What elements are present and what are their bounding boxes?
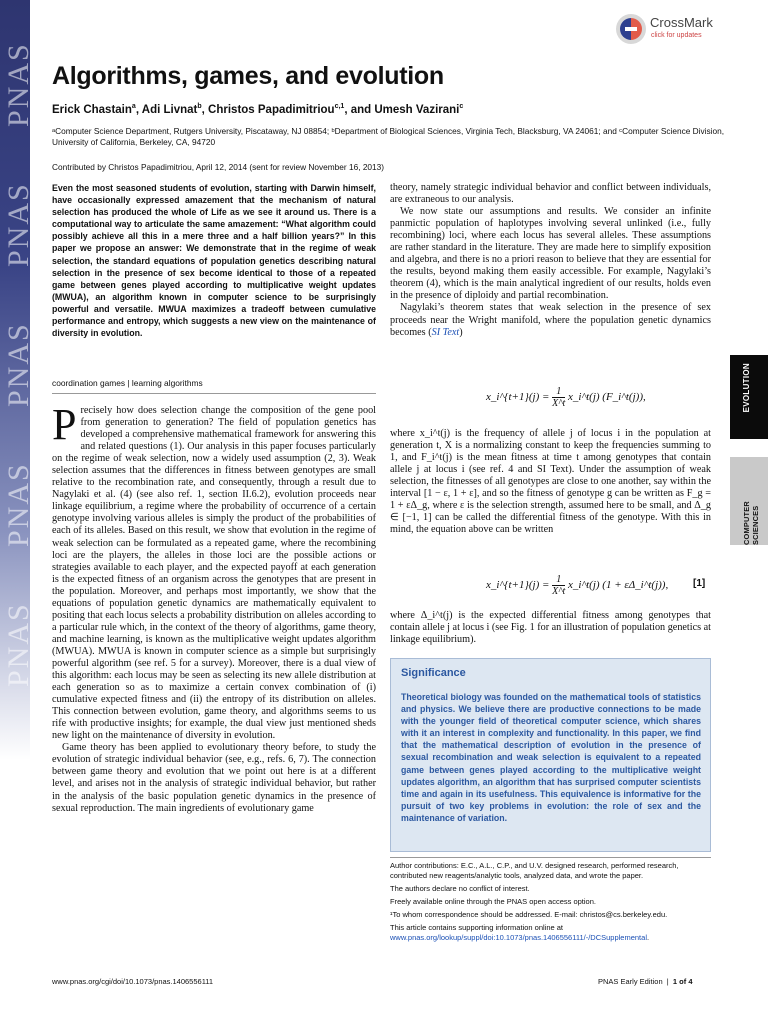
body-column-right-bottom	[390, 610, 711, 646]
section-tab-evolution: EVOLUTION	[730, 355, 768, 439]
section-tab-computer-sciences: COMPUTER SCIENCES	[730, 457, 768, 545]
body-paragraph: theory, namely strategic individual behavior and conflict between individuals, are extraneous to our analysis.	[390, 182, 711, 206]
body-column-right-mid	[390, 428, 711, 536]
pnas-watermark: PNAS	[2, 42, 35, 128]
author-list: Erick Chastain$^a$, Adi Livnat$^b$, Christos Papadimitriou$^{c,1}$, and Umesh Vazirani$^c$	[52, 103, 464, 116]
equation-number: [1]	[693, 578, 706, 589]
keywords: coordination games | learning algorithms	[52, 378, 203, 388]
body-paragraph: where x_i^t(j) is the frequency of allele j of locus i in the population at generation t, X is a normalizing constant to keep the frequencies summing to 1, and F_i^t(j) is the mean fitness at time t among genotypes that contain allele j at locus i (see ref. 4 and SI Text). Under the assumption of weak selection, the fitnesses of all genotypes are close to one another, say within the interval [1 − ε, 1 + ε], and so the fitness of genotype g can be written as F_g = 1 + εΔ_g, where ε is the selection strength, assumed here to be small, and Δ_g ∈ [−1, 1] can be called the differential fitness of the genotype. With this in mind, the equation above can be written	[390, 428, 711, 536]
body-paragraph: We now state our assumptions and results. We consider an infinite panmictic population of haplotypes involving several unlinked (i.e., fully recombining) loci, where each locus has several alleles. These assumptions are rather standard in the literature. They are made here to simplify exposition and algebra, and there is no a priori reason to believe that they are essential for the results, beyond making them easily accessible. For example, Nagylaki’s theorem (4), which is the main analytical ingredient of our results, holds even in the presence of diploidy and partial recombination.	[390, 206, 711, 302]
conflict-statement: The authors declare no conflict of interest.	[390, 884, 530, 893]
drop-cap: P	[52, 400, 77, 449]
author-name: Erick Chastain	[52, 103, 132, 116]
body-column-right-top	[390, 182, 711, 339]
body-paragraph: Game theory has been applied to evolutionary theory before, to study the evolution of strategic individual behavior (see, e.g., refs. 6, 7). The connection between game theory and evolution that we point out here is at a different level, and arises not in the analysis of strategic individual behavior, but rather in the analysis of the basic population genetic dynamics in the presence of sexual reproduction. The main ingredients of evolutionary game	[52, 742, 376, 814]
significance-text: Theoretical biology was founded on the mathematical tools of statistics and physics. We believe there are productive connections to be made with the younger field of theoretical computer science, which shares with it an interest in complexity and functionality. In this paper, we find that the mathematical description of evolution in the presence of sexual recombination and weak selection is equivalent to a repeated game between genes played according to the multiplicative weight updates algorithm, an algorithm that has surprised computer scientists time and again in its usefulness. This equivalence is informative for the pursuit of two key problems in evolution: the role of sex and the maintenance of variation.	[401, 692, 701, 823]
supporting-info-note: This article contains supporting information online at www.pnas.org/lookup/suppl/doi:10.1073/pnas.1406556111/-/DCSupplemental.	[390, 923, 650, 942]
pnas-brand-strip	[0, 0, 35, 760]
page-number: 1 of 4	[672, 977, 693, 986]
author-contributions: Author contributions: E.C., A.L., C.P., and U.V. designed research, performed research, contributed new reagents/analytic tools, analyzed data, and wrote the paper.	[390, 861, 679, 880]
si-text-link[interactable]: SI Text	[431, 326, 460, 338]
open-access-note: Freely available online through the PNAS open access option.	[390, 897, 596, 906]
footnotes	[390, 861, 711, 946]
pnas-watermark: PNAS	[2, 462, 35, 548]
body-paragraph: Nagylaki’s theorem states that weak selection in the presence of sex proceeds near the Wright manifold, where the population genetic dynamics becomes (SI Text)	[390, 302, 711, 338]
author-name: Adi Livnat	[141, 103, 198, 116]
crossmark-subtitle: click for updates	[651, 32, 702, 39]
pnas-watermark: PNAS	[2, 602, 35, 688]
supplemental-link[interactable]: www.pnas.org/lookup/suppl/doi:10.1073/pnas.1406556111/-/DCSupplemental	[390, 933, 647, 942]
correspondence-note: ¹To whom correspondence should be addressed. E-mail: christos@cs.berkeley.edu.	[390, 910, 668, 919]
abstract: Even the most seasoned students of evolution, starting with Darwin himself, have occasionally expressed amazement that the mechanism of natural selection has produced the whole of Life as we see it around us. There is a computational way to articulate the same amazement: “What algorithm could possibly achieve all this in a mere three and a half billion years?” In this paper we propose an answer: We demonstrate that in the regime of weak selection, the standard equations of population genetics describing natural selection in the presence of sex become identical to those of a repeated game between genes played according to multiplicative weight updates (MWUA), an algorithm known in computer science to be surprisingly powerful and versatile. MWUA maximizes a tradeoff between cumulative performance and entropy, which suggests a new view on the maintenance of diversity in evolution.	[52, 183, 376, 339]
pnas-watermark: PNAS	[2, 322, 35, 408]
article-title: Algorithms, games, and evolution	[52, 62, 444, 90]
equation-1: x_i^{t+1}(j) = $\frac{1}{X\^{}t}$ x_i^t(j) (1 + εΔ_i^t(j)),	[486, 574, 669, 597]
body-paragraph: where Δ_i^t(j) is the expected differential fitness among genotypes that contain allele j at locus i (see Fig. 1 for an illustration of population genetics at linkage equilibrium).	[390, 610, 711, 646]
keywords-divider	[52, 393, 376, 394]
notes-divider	[390, 857, 711, 858]
contributed-by-line: Contributed by Christos Papadimitriou, April 12, 2014 (sent for review November 16, 2013)	[52, 162, 385, 172]
significance-box	[390, 658, 711, 852]
crossmark-title: CrossMark	[650, 15, 713, 30]
significance-title: Significance	[401, 667, 466, 679]
affiliations: ᵃComputer Science Department, Rutgers University, Piscataway, NJ 08854; ᵇDepartment of Biological Sciences, Virginia Tech, Blacksburg, VA 24061; and ᶜComputer Science Division, University of California, Berkeley, CA, 94720	[52, 126, 724, 147]
body-column-left	[52, 400, 376, 815]
body-paragraph: Precisely how does selection change the composition of the gene pool from generation to generation? The field of population genetics has developed a comprehensive mathematical framework for answering this and related questions (1). Our analysis in this paper focuses particularly on the regime of weak selection, now a widely used assumption (2, 3). Weak selection assumes that the differences in fitness between genotypes are small relative to the recombination rate, and consequently, through a result due to Nagylaki et al. (4) (see also ref. 1, section II.6.2), evolution proceeds near linkage equilibrium, a regime where the probability of occurrence of a certain genotype involving various alleles is simply the product of the probabilities of each of its alleles. Based on this result, we show that evolution in the regime of weak selection can be formulated as a repeated game, where the recombining loci are the players, the alleles in those loci are the possible actions or strategies available to each player, and the expected payoff at each generation is the expected fitness of an organism across the genotypes that are present in the population. Moreover, and perhaps most importantly, we show that the equations of population genetic dynamics are mathematically equivalent to positing that each locus selects a probability distribution on alleles according to a particular rule which, in the context of the theory of algorithms, game theory, and machine learning, is known as the multiplicative weight updates algorithm (MWUA). MWUA is known in computer science as a simple but surprisingly powerful algorithm (see ref. 5 for a survey). Moreover, there is a dual view of this algorithm: each locus may be seen as selecting its new allele distribution at each generation so as to maximize a certain convex combination of (i) cumulative expected fitness and (ii) the entropy of its distribution on alleles. This connection between evolution, game theory, and algorithms seems to us rife with productive insights; for example, the dual view just mentioned sheds new light on the maintenance of diversity in evolution.	[52, 400, 376, 742]
footer-doi-url[interactable]: www.pnas.org/cgi/doi/10.1073/pnas.1406556111	[52, 977, 214, 986]
footer-edition: PNAS Early Edition | 1 of 4	[598, 977, 693, 986]
author-name: Christos Papadimitriou	[208, 103, 335, 116]
crossmark-badge[interactable]	[616, 14, 720, 46]
equation-wright-manifold: x_i^{t+1}(j) = $\frac{1}{X\^{}t}$ x_i^t(j) (F_i^t(j)),	[486, 386, 646, 409]
crossmark-icon	[616, 14, 646, 44]
author-name: Umesh Vazirani	[374, 103, 460, 116]
pnas-watermark: PNAS	[2, 182, 35, 268]
